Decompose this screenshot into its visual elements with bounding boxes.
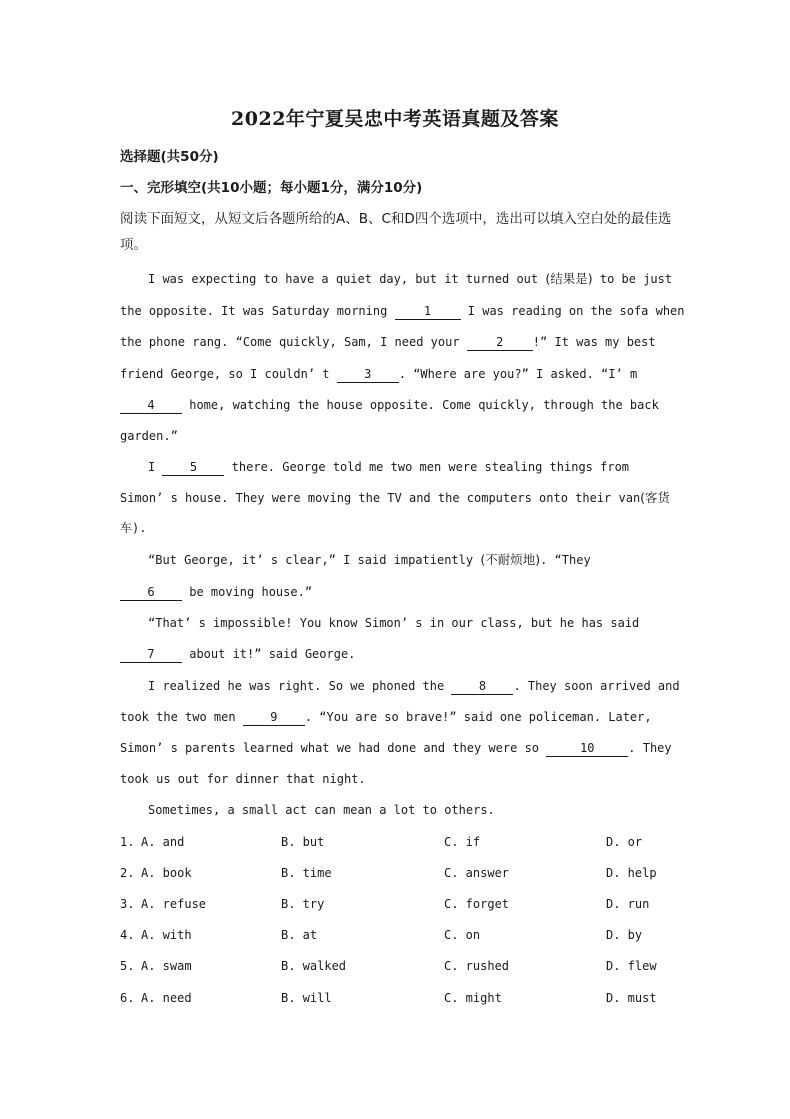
option-d: D. must <box>606 991 657 1005</box>
passage-text: . “Where are you?” I asked. “I’ m <box>398 367 638 381</box>
passage-text: (结果是) <box>545 271 593 286</box>
passage-text: the phone rang. “Come quickly, Sam, I need your <box>120 335 467 349</box>
passage-line <box>120 644 680 664</box>
question-number: 2. <box>120 866 135 880</box>
passage-line <box>120 738 680 758</box>
passage-text: I <box>148 460 163 474</box>
option-c: C. forget <box>444 897 510 911</box>
passage-line: 车). <box>120 521 147 535</box>
passage-text: . “You are so brave!” said one policeman. Later, <box>304 710 652 724</box>
option-a: A. book <box>141 866 192 880</box>
passage-text: I was expecting to have a quiet day, but it turned out <box>148 272 546 286</box>
blank-10: 10 <box>546 740 628 757</box>
passage-line <box>120 395 680 415</box>
blank-1: 1 <box>395 303 461 320</box>
option-a: A. and <box>141 835 185 849</box>
passage-line <box>120 301 685 321</box>
option-d: D. by <box>606 928 643 942</box>
passage-text: took the two men <box>120 710 243 724</box>
blank-6: 6 <box>120 584 182 601</box>
passage-text: Simon’ s parents learned what we had done and they were so <box>120 741 547 755</box>
question-number: 3. <box>120 897 135 911</box>
passage-line <box>120 550 708 570</box>
blank-2: 2 <box>467 334 533 351</box>
passage-text: be moving house.” <box>182 585 313 599</box>
option-c: C. if <box>444 835 481 849</box>
question-number: 1. <box>120 835 135 849</box>
blank-4: 4 <box>120 397 182 414</box>
passage-line <box>120 457 708 477</box>
blank-3: 3 <box>337 366 399 383</box>
option-b: B. will <box>281 991 332 1005</box>
passage-line <box>120 332 680 352</box>
option-d: D. run <box>606 897 650 911</box>
passage-text: . They soon arrived and <box>513 679 680 693</box>
blank-7: 7 <box>120 646 182 663</box>
passage-text: . “They <box>540 553 591 567</box>
passage-text: to be just <box>592 272 673 286</box>
option-c: C. might <box>444 991 502 1005</box>
passage-text: (客货 <box>640 490 671 505</box>
option-b: B. but <box>281 835 325 849</box>
subsection-heading: 一、完形填空(共10小题；每小题1分，满分10分) <box>120 180 423 196</box>
passage-line <box>120 707 680 727</box>
option-b: B. at <box>281 928 318 942</box>
passage-line <box>120 364 680 384</box>
section-heading: 选择题(共50分) <box>120 149 219 165</box>
option-d: D. help <box>606 866 657 880</box>
question-number: 5. <box>120 959 135 973</box>
passage-text: . They <box>628 741 672 755</box>
passage-line: took us out for dinner that night. <box>120 772 366 786</box>
passage-line: Sometimes, a small act can mean a lot to others. <box>148 803 495 817</box>
option-d: D. flew <box>606 959 657 973</box>
passage-text: !” It was my best <box>532 335 656 349</box>
option-a: A. need <box>141 991 192 1005</box>
passage-text: home, watching the house opposite. Come quickly, through the back <box>182 398 659 412</box>
option-c: C. on <box>444 928 481 942</box>
option-c: C. rushed <box>444 959 510 973</box>
option-b: B. try <box>281 897 325 911</box>
passage-text: “But George, it’ s clear,” I said impatiently <box>148 553 481 567</box>
passage-line <box>120 269 680 289</box>
passage-line <box>120 676 708 696</box>
passage-line <box>120 582 680 602</box>
passage-line <box>120 488 680 508</box>
option-c: C. answer <box>444 866 510 880</box>
instruction-text: 阅读下面短文，从短文后各题所给的A、B、C和D四个选项中，选出可以填入空白处的最佳选项。 <box>120 211 672 253</box>
option-d: D. or <box>606 835 643 849</box>
passage-text: friend George, so I couldn’ t <box>120 367 337 381</box>
passage-text: I realized he was right. So we phoned the <box>148 679 452 693</box>
passage-text: (不耐烦地) <box>480 552 541 567</box>
question-number: 6. <box>120 991 135 1005</box>
option-b: B. time <box>281 866 332 880</box>
blank-9: 9 <box>243 709 305 726</box>
option-a: A. with <box>141 928 192 942</box>
option-a: A. refuse <box>141 897 207 911</box>
passage-text: about it!” said George. <box>182 647 356 661</box>
blank-5: 5 <box>162 459 224 476</box>
option-a: A. swam <box>141 959 192 973</box>
passage-line: garden.” <box>120 429 178 443</box>
passage-text: there. George told me two men were stealing things from <box>224 460 630 474</box>
question-number: 4. <box>120 928 135 942</box>
page-title: 2022年宁夏吴忠中考英语真题及答案 <box>231 108 559 130</box>
passage-line: “That’ s impossible! You know Simon’ s in our class, but he has said <box>148 616 640 630</box>
blank-8: 8 <box>451 678 513 695</box>
passage-text: the opposite. It was Saturday morning <box>120 304 395 318</box>
option-b: B. walked <box>281 959 347 973</box>
passage-text: I was reading on the sofa when <box>460 304 685 318</box>
passage-text: Simon’ s house. They were moving the TV and the computers onto their van <box>120 491 641 505</box>
